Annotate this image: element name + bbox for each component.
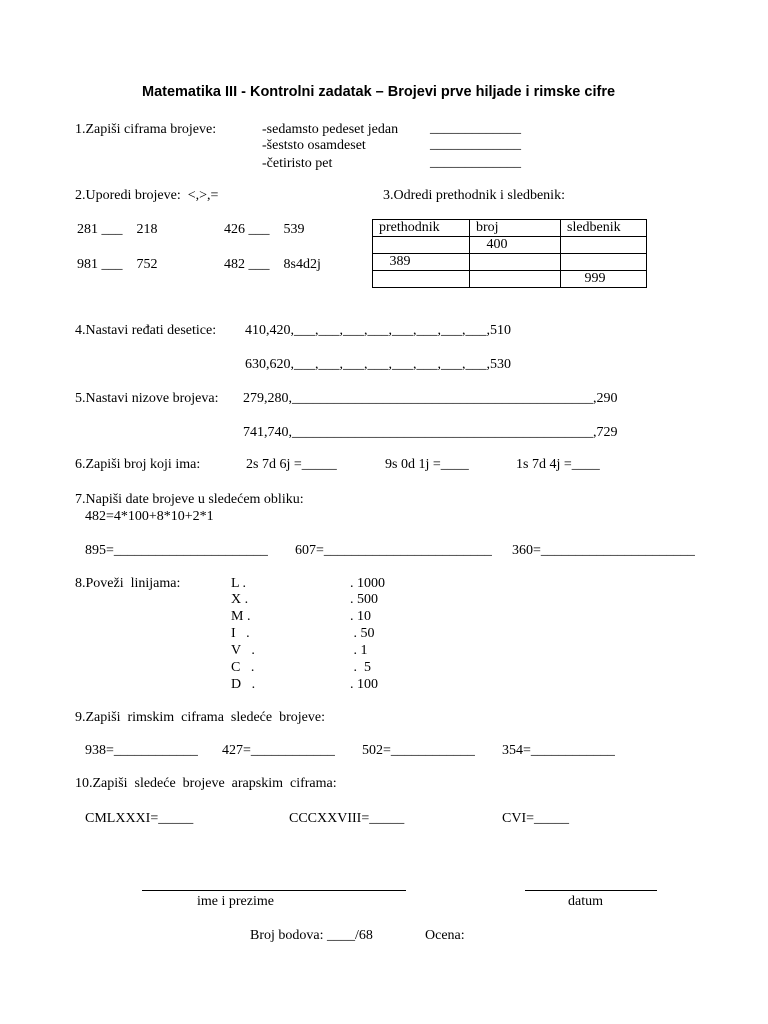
table-cell[interactable] [561, 254, 647, 271]
q7-item-2[interactable]: 607=________________________ [295, 543, 492, 558]
roman-numeral[interactable]: I . [231, 626, 250, 641]
roman-numeral[interactable]: D . [231, 677, 256, 692]
grade-field[interactable]: Ocena: [425, 928, 465, 943]
header-sledbenik: sledbenik [561, 220, 647, 237]
score-field[interactable]: Broj bodova: ____/68 [250, 928, 373, 943]
q1-item-2: -šeststo osamdeset [262, 138, 366, 153]
q2-compare-4[interactable]: 482 ___ 8s4d2j [224, 257, 321, 272]
roman-numeral[interactable]: V . [231, 643, 255, 658]
arabic-number[interactable]: . 500 [350, 592, 378, 607]
table-cell: 400 [470, 237, 561, 254]
name-label: ime i prezime [197, 894, 274, 909]
arabic-number[interactable]: . 50 [350, 626, 375, 641]
q6-item-3[interactable]: 1s 7d 4j =____ [516, 457, 600, 472]
table-row [373, 237, 647, 254]
q9-item-1[interactable]: 938=____________ [85, 743, 198, 758]
date-line[interactable] [525, 890, 657, 891]
q7-example: 482=4*100+8*10+2*1 [85, 509, 214, 524]
q1-label: 1.Zapiši ciframa brojeve: [75, 122, 217, 137]
q9-label: 9.Zapiši rimskim ciframa sledeće brojeve: [75, 710, 325, 725]
q1-item-3: -četiristo pet [262, 156, 333, 171]
roman-numeral[interactable]: X . [231, 592, 249, 607]
q9-item-3[interactable]: 502=____________ [362, 743, 475, 758]
q6-item-2[interactable]: 9s 0d 1j =____ [385, 457, 469, 472]
q1-blank-2[interactable]: _____________ [430, 137, 521, 152]
q7-label: 7.Napiši date brojeve u sledećem obliku: [75, 492, 304, 507]
table-cell: 389 [373, 254, 470, 271]
roman-numeral[interactable]: M . [231, 609, 251, 624]
q1-blank-1[interactable]: _____________ [430, 121, 521, 136]
q9-item-4[interactable]: 354=____________ [502, 743, 615, 758]
arabic-number[interactable]: . 10 [350, 609, 371, 624]
q1-blank-3[interactable]: _____________ [430, 155, 521, 170]
arabic-number[interactable]: . 1000 [350, 576, 385, 591]
q2-compare-1[interactable]: 281 ___ 218 [77, 222, 158, 237]
table-row [373, 271, 647, 288]
q10-item-2[interactable]: CCCXXVIII=_____ [289, 811, 405, 826]
q5-label: 5.Nastavi nizove brojeva: [75, 391, 219, 406]
roman-numeral[interactable]: L . [231, 576, 247, 591]
table-cell: 999 [561, 271, 647, 288]
q4-sequence-2[interactable]: 630,620,___,___,___,___,___,___,___,___,530 [245, 357, 511, 372]
date-label: datum [568, 894, 603, 909]
q6-label: 6.Zapiši broj koji ima: [75, 457, 201, 472]
predecessor-successor-table [372, 219, 647, 288]
page-title: Matematika III - Kontrolni zadatak – Brojevi prve hiljade i rimske cifre [142, 84, 616, 100]
arabic-number[interactable]: . 100 [350, 677, 378, 692]
q5-sequence-1[interactable]: 279,280,___________________________________________,290 [243, 391, 618, 406]
q8-label: 8.Poveži linijama: [75, 576, 181, 591]
q10-item-1[interactable]: CMLXXXI=_____ [85, 811, 194, 826]
q5-sequence-2[interactable]: 741,740,___________________________________________,729 [243, 425, 618, 440]
name-signature-line[interactable] [142, 890, 406, 891]
q1-item-1: -sedamsto pedeset jedan [262, 122, 399, 137]
roman-numeral[interactable]: C . [231, 660, 255, 675]
table-cell[interactable] [470, 271, 561, 288]
q2-compare-3[interactable]: 981 ___ 752 [77, 257, 158, 272]
q7-item-1[interactable]: 895=______________________ [85, 543, 268, 558]
q2-compare-2[interactable]: 426 ___ 539 [224, 222, 305, 237]
table-cell[interactable] [373, 237, 470, 254]
q10-label: 10.Zapiši sledeće brojeve arapskim ciframa: [75, 776, 337, 791]
q6-item-1[interactable]: 2s 7d 6j =_____ [246, 457, 337, 472]
table-cell[interactable] [561, 237, 647, 254]
q7-item-3[interactable]: 360=______________________ [512, 543, 695, 558]
q4-sequence-1[interactable]: 410,420,___,___,___,___,___,___,___,___,510 [245, 323, 511, 338]
table-cell[interactable] [470, 254, 561, 271]
arabic-number[interactable]: . 5 [350, 660, 371, 675]
header-prethodnik: prethodnik [373, 220, 470, 237]
table-row [373, 254, 647, 271]
q3-label: 3.Odredi prethodnik i sledbenik: [383, 188, 565, 203]
table-header-row [373, 220, 647, 237]
q10-item-3[interactable]: CVI=_____ [502, 811, 570, 826]
q4-label: 4.Nastavi ređati desetice: [75, 323, 217, 338]
q9-item-2[interactable]: 427=____________ [222, 743, 335, 758]
table-cell[interactable] [373, 271, 470, 288]
arabic-number[interactable]: . 1 [350, 643, 368, 658]
q2-label: 2.Uporedi brojeve: <,>,= [75, 188, 219, 203]
header-broj: broj [470, 220, 561, 237]
